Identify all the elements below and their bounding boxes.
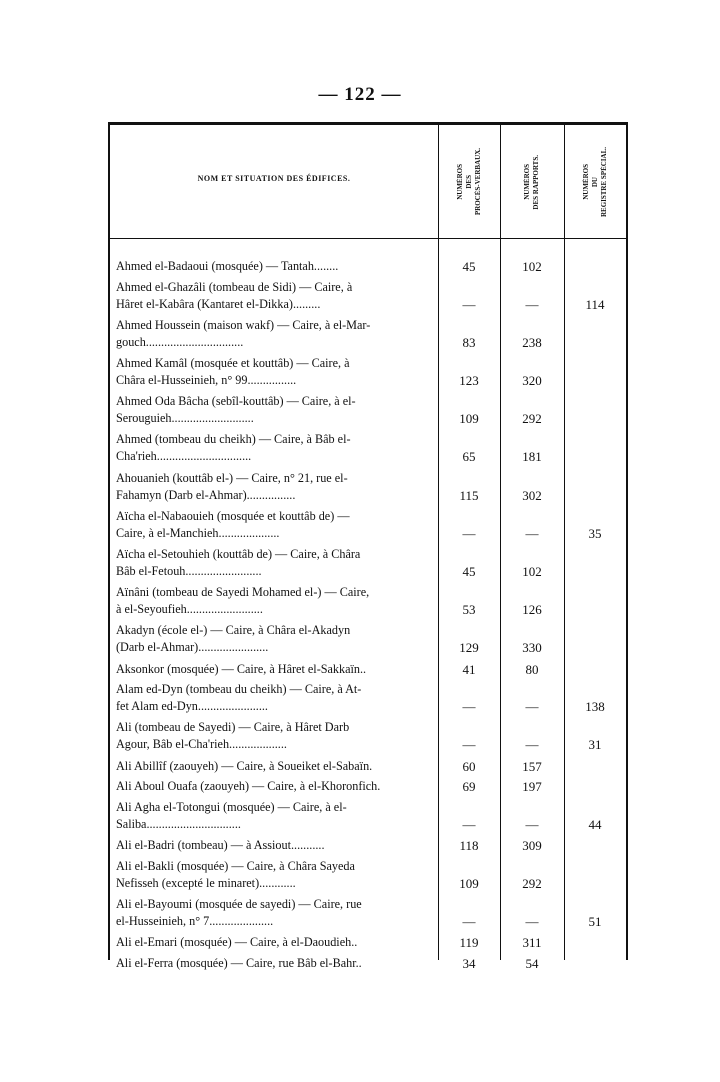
rapport-number: 102	[522, 259, 542, 274]
rapport-number: 311	[522, 935, 542, 950]
header-col3-line: NUMÉROS	[581, 164, 590, 200]
registre-number: 31	[588, 737, 602, 753]
table-row	[108, 719, 628, 753]
rapport-number: —	[525, 816, 539, 832]
edifice-name-line: Alam ed-Dyn (tombeau du cheikh) — Caire, à At-	[116, 682, 362, 697]
proces-verbal-number: 83	[462, 334, 476, 350]
header-proces-verbaux	[438, 130, 500, 234]
edifice-name	[116, 431, 434, 465]
edifice-name-line: à el-Seyoufieh.........................	[116, 602, 263, 617]
edifice-name-line: Aïnâni (tombeau de Sayedi Mohamed el-) — Caire,	[116, 585, 370, 600]
edifice-name	[116, 622, 434, 656]
header-col3-line: REGISTRE SPÉCIAL.	[599, 146, 608, 218]
rapport-number: —	[525, 737, 539, 753]
edifice-name-line: gouch................................	[116, 334, 244, 349]
edifice-name	[116, 799, 434, 833]
rapport-number: 181	[522, 449, 542, 465]
proces-verbal-number: 34	[462, 955, 476, 971]
header-rule	[108, 238, 628, 239]
edifice-name-line: Ali Abillîf (zaouyeh) — Caire, à Soueiket el-Sabaïn.	[116, 758, 373, 773]
rapport-number: 292	[522, 875, 542, 891]
proces-verbal-number: 123	[459, 373, 479, 388]
proces-verbal-number: 109	[459, 411, 479, 427]
table-row	[108, 258, 628, 275]
proces-verbal-number: —	[462, 525, 476, 541]
table-row	[108, 661, 628, 678]
registre-number: 44	[588, 816, 602, 832]
table-row	[108, 837, 628, 854]
proces-verbal-number: —	[462, 699, 476, 715]
edifice-name	[116, 681, 434, 715]
rapport-number: 126	[522, 602, 542, 618]
rapport-number: 197	[522, 779, 542, 795]
page-number: — 122 —	[318, 84, 402, 105]
proces-verbal-number: 119	[459, 935, 479, 950]
proces-verbal-number: —	[462, 913, 476, 929]
header-rapports	[500, 130, 564, 234]
header-col2-line: NUMÉROS	[523, 164, 531, 200]
table-row	[108, 431, 628, 465]
edifice-name	[116, 317, 434, 351]
edifice-name-line: Nefisseh (excepté le minaret)............	[116, 875, 296, 890]
rapport-number: —	[525, 913, 539, 929]
edifice-name-line: Ali el-Emari (mosquée) — Caire, à el-Daoudieh..	[116, 935, 358, 949]
header-col2-line: DES RAPPORTS.	[532, 154, 540, 210]
edifice-name-line: Ahmed el-Badaoui (mosquée) — Tantah........	[116, 259, 339, 273]
rapport-number: 302	[522, 487, 542, 503]
edifice-name-line: Ali el-Badri (tombeau) — à Assiout...........	[116, 838, 325, 852]
edifice-name	[116, 934, 434, 951]
edifice-name-line: Ali el-Ferra (mosquée) — Caire, rue Bâb el-Bahr..	[116, 955, 362, 970]
rapport-number: 238	[522, 334, 542, 350]
header-col1-line: DES	[464, 175, 473, 189]
rapport-number: 54	[525, 955, 539, 971]
edifice-name	[116, 393, 434, 427]
table-row	[108, 955, 628, 972]
edifice-name-line: Ali (tombeau de Sayedi) — Caire, à Hâret Darb	[116, 720, 350, 735]
edifice-name	[116, 584, 434, 618]
edifice-name	[116, 758, 434, 775]
edifice-name	[116, 661, 434, 678]
rapport-number: —	[525, 525, 539, 541]
edifice-name-line: Ali Agha el-Totongui (mosquée) — Caire, à el-	[116, 799, 347, 814]
table-row	[108, 355, 628, 389]
table-row	[108, 584, 628, 618]
table-row	[108, 317, 628, 351]
proces-verbal-number: 60	[462, 758, 476, 774]
table-row	[108, 279, 628, 313]
edifice-name	[116, 508, 434, 542]
proces-verbal-number: —	[462, 296, 476, 312]
table-row	[108, 934, 628, 951]
table-row	[108, 896, 628, 930]
table-row	[108, 393, 628, 427]
header-col3-line: DU	[590, 176, 599, 188]
edifice-name-line: Ali el-Bayoumi (mosquée de sayedi) — Caire, rue	[116, 896, 362, 911]
registre-number: 114	[585, 296, 605, 312]
edifice-name-line: fet Alam ed-Dyn.......................	[116, 699, 268, 714]
edifice-name-line: Caire, à el-Manchieh....................	[116, 525, 280, 540]
registre-number: 35	[588, 525, 602, 541]
edifice-name-line: Aksonkor (mosquée) — Caire, à Hâret el-Sakkaïn..	[116, 661, 367, 676]
edifice-name	[116, 896, 434, 930]
edifice-name	[116, 258, 434, 275]
edifice-name-line: Ahmed (tombeau du cheikh) — Caire, à Bâb el-	[116, 432, 351, 447]
proces-verbal-number: 41	[462, 661, 476, 677]
edifice-name-line: Ahmed Kamâl (mosquée et kouttâb) — Caire, à	[116, 356, 350, 370]
proces-verbal-number: 65	[462, 449, 476, 465]
rapport-number: 330	[522, 640, 542, 656]
edifice-name-line: Aïcha el-Setouhieh (kouttâb de) — Caire, à Châra	[116, 547, 361, 561]
edifice-name-line: Ahmed Houssein (maison wakf) — Caire, à el-Mar-	[116, 317, 371, 332]
table-top-rule	[108, 122, 628, 125]
table-row	[108, 622, 628, 656]
rapport-number: —	[525, 296, 539, 312]
proces-verbal-number: 109	[459, 875, 479, 891]
edifice-name-line: Bâb el-Fetouh.........................	[116, 564, 262, 578]
header-name: NOM ET SITUATION DES ÉDIFICES.	[197, 174, 351, 183]
edifice-name-line: Ahmed Oda Bâcha (sebîl-kouttâb) — Caire, à el-	[116, 394, 356, 409]
edifice-name-line: el-Husseinieh, n° 7.....................	[116, 913, 274, 928]
edifice-name-line: (Darb el-Ahmar).......................	[116, 640, 269, 655]
table-row	[108, 681, 628, 715]
edifice-name-line: Cha'rieh...............................	[116, 449, 252, 464]
rapport-number: 292	[522, 411, 542, 427]
rapport-number: 157	[522, 758, 542, 774]
buildings-table	[108, 122, 628, 971]
proces-verbal-number: 53	[462, 602, 476, 618]
table-row	[108, 778, 628, 795]
table-row	[108, 858, 628, 892]
edifice-name	[116, 546, 434, 580]
edifice-name-line: Châra el-Husseinieh, n° 99................	[116, 373, 297, 387]
edifice-name	[116, 279, 434, 313]
edifice-name-line: Ahouanieh (kouttâb el-) — Caire, n° 21, rue el-	[116, 470, 348, 485]
edifice-name-line: Agour, Bâb el-Cha'rieh...................	[116, 737, 287, 752]
rapport-number: 320	[522, 373, 542, 388]
header-col1-line: PROCÈS-VERBAUX.	[473, 148, 482, 216]
edifice-name	[116, 955, 434, 972]
proces-verbal-number: —	[462, 816, 476, 832]
edifice-name-line: Saliba...............................	[116, 816, 241, 831]
rapport-number: —	[525, 699, 539, 715]
edifice-name	[116, 355, 434, 389]
edifice-name-line: Aïcha el-Nabaouieh (mosquée et kouttâb de) —	[116, 508, 350, 523]
edifice-name-line: Hâret el-Kabâra (Kantaret el-Dikka).........	[116, 296, 321, 311]
edifice-name	[116, 719, 434, 753]
header-col1-line: NUMÉROS	[455, 164, 464, 200]
table-row	[108, 758, 628, 775]
proces-verbal-number: 45	[462, 259, 476, 274]
edifice-name	[116, 858, 434, 892]
edifice-name-line: Ahmed el-Ghazâli (tombeau de Sidi) — Caire, à	[116, 279, 353, 294]
registre-number: 51	[588, 913, 602, 929]
proces-verbal-number: 129	[459, 640, 479, 656]
edifice-name-line: Ali Aboul Ouafa (zaouyeh) — Caire, à el-Khoronfich.	[116, 779, 381, 794]
table-row	[108, 546, 628, 580]
edifice-name	[116, 470, 434, 504]
rapport-number: 102	[522, 564, 542, 579]
table-row	[108, 799, 628, 833]
proces-verbal-number: —	[462, 737, 476, 753]
edifice-name-line: Ali el-Bakli (mosquée) — Caire, à Châra Sayeda	[116, 858, 355, 873]
edifice-name-line: Serouguieh...........................	[116, 411, 254, 426]
registre-number: 138	[585, 699, 605, 715]
edifice-name	[116, 778, 434, 795]
rapport-number: 80	[525, 661, 539, 677]
edifice-name-line: Akadyn (école el-) — Caire, à Châra el-Akadyn	[116, 623, 351, 638]
header-registre-special	[564, 130, 626, 234]
edifice-name-line: Fahamyn (Darb el-Ahmar)................	[116, 487, 296, 502]
table-row	[108, 508, 628, 542]
table-row	[108, 470, 628, 504]
rapport-number: 309	[522, 838, 542, 853]
edifice-name	[116, 837, 434, 854]
proces-verbal-number: 69	[462, 779, 476, 795]
proces-verbal-number: 118	[459, 838, 479, 853]
proces-verbal-number: 115	[459, 487, 479, 503]
proces-verbal-number: 45	[462, 564, 476, 579]
